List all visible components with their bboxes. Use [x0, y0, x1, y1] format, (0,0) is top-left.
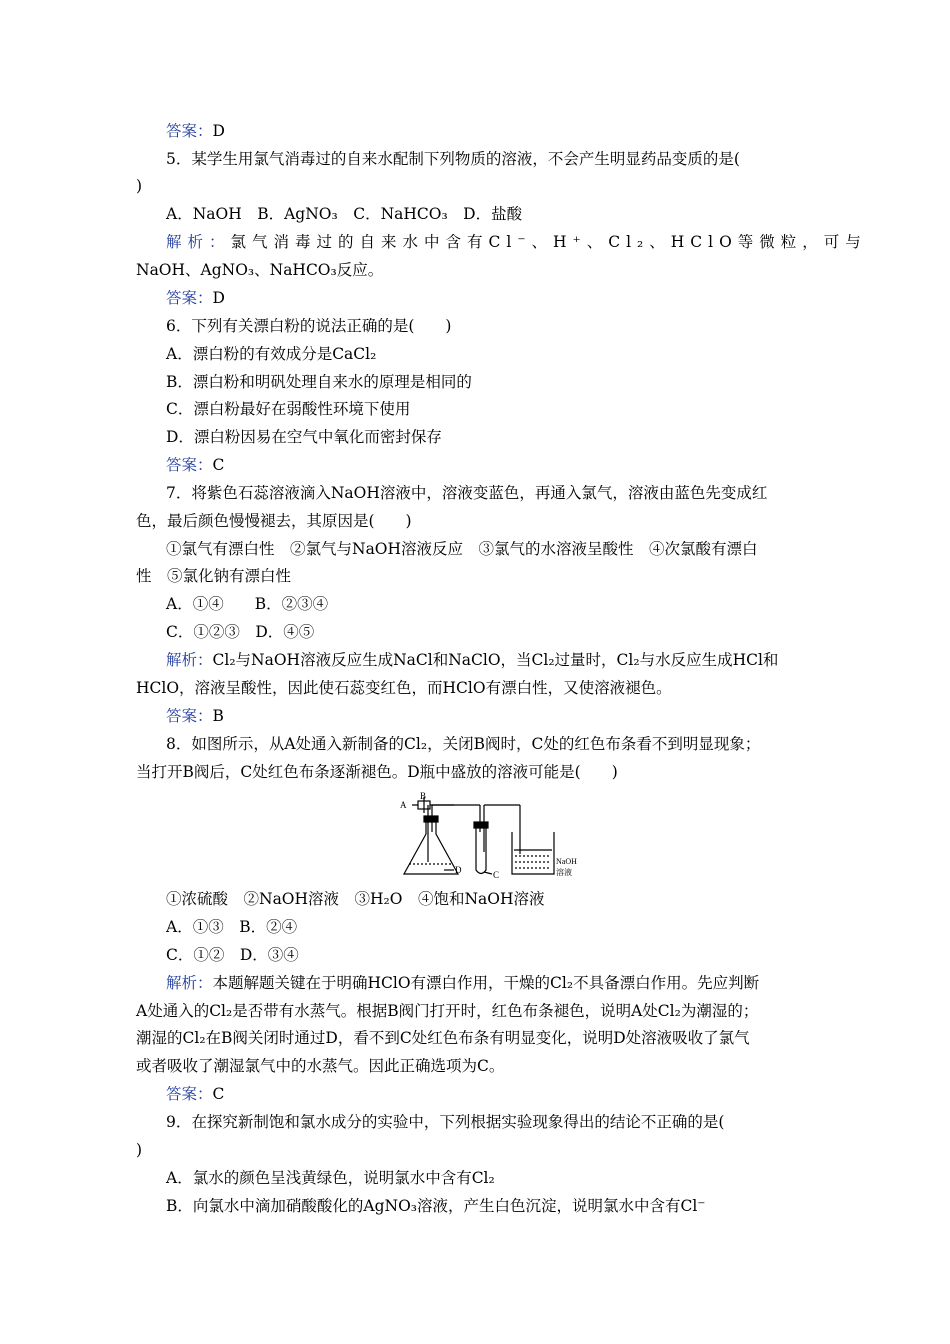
- question-6-stem: 6．下列有关漂白粉的说法正确的是( ): [166, 317, 452, 335]
- question-5-options: A．NaOH B．AgNO₃ C．NaHCO₃ D．盐酸: [166, 205, 523, 223]
- question-7-statements: ①氯气有漂白性 ②氯气与NaOH溶液反应 ③氯气的水溶液呈酸性 ④次氯酸有漂白: [166, 540, 758, 558]
- flask-d: [404, 820, 458, 874]
- question-9-option-a: A．氯水的颜色呈浅黄绿色，说明氯水中含有Cl₂: [166, 1169, 495, 1187]
- apparatus-diagram: [396, 792, 596, 882]
- question-8-options-cd: C．①② D．③④: [166, 946, 299, 964]
- label-naoh: NaOH: [556, 857, 577, 866]
- label-c: C: [493, 870, 500, 880]
- answer-line: 答案：D: [166, 289, 225, 307]
- label-d: D: [455, 865, 462, 875]
- question-7-statements-cont: 性 ⑤氯化钠有漂白性: [136, 567, 292, 585]
- question-9-stem-cont: ): [136, 1141, 143, 1159]
- answer-line: 答案：B: [166, 707, 224, 725]
- analysis-line-cont: 潮湿的Cl₂在B阀关闭时通过D，看不到C处红色布条有明显变化，说明D处溶液吸收了氯气: [136, 1029, 750, 1047]
- analysis-line-cont: NaOH、AgNO₃、NaHCO₃反应。: [136, 261, 384, 279]
- analysis-line-cont: 或者吸收了潮湿氯气中的水蒸气。因此正确选项为C。: [136, 1057, 505, 1075]
- question-9-stem: 9．在探究新制饱和氯水成分的实验中，下列根据实验现象得出的结论不正确的是(: [166, 1113, 725, 1131]
- question-5-stem-cont: ): [136, 177, 143, 195]
- analysis-line-cont: A处通入的Cl₂是否带有水蒸气。根据B阀门打开时，红色布条褪色，说明A处Cl₂为潮湿的；: [136, 1002, 759, 1020]
- question-8-statements: ①浓硫酸 ②NaOH溶液 ③H₂O ④饱和NaOH溶液: [166, 890, 545, 908]
- answer-line: 答案：D: [166, 122, 225, 140]
- question-7-options-ab: A．①④ B．②③④: [166, 595, 329, 613]
- question-7-stem: 7．将紫色石蕊溶液滴入NaOH溶液中，溶液变蓝色，再通入氯气，溶液由蓝色先变成红: [166, 484, 768, 502]
- question-7-stem-cont: 色，最后颜色慢慢褪去，其原因是( ): [136, 512, 412, 530]
- label-a: A: [400, 800, 407, 810]
- analysis-line-cont: HClO，溶液呈酸性，因此使石蕊变红色，而HClO有漂白性，又使溶液褪色。: [136, 679, 672, 697]
- question-6-option-a: A．漂白粉的有效成分是CaCl₂: [166, 345, 377, 363]
- question-8-stem-cont: 当打开B阀后，C处红色布条逐渐褪色。D瓶中盛放的溶液可能是( ): [136, 763, 618, 781]
- question-6-option-d: D．漂白粉因易在空气中氧化而密封保存: [166, 428, 442, 446]
- question-7-options-cd: C．①②③ D．④⑤: [166, 623, 315, 641]
- analysis-line: 解析：Cl₂与NaOH溶液反应生成NaCl和NaClO，当Cl₂过量时，Cl₂与水反应生成HCl和: [166, 651, 779, 669]
- label-solution: 溶液: [556, 868, 572, 877]
- question-5-stem: 5．某学生用氯气消毒过的自来水配制下列物质的溶液，不会产生明显药品变质的是(: [166, 150, 740, 168]
- answer-line: 答案：C: [166, 456, 225, 474]
- analysis-line: 解析：本题解题关键在于明确HClO有漂白作用，干燥的Cl₂不具备漂白作用。先应判断: [166, 974, 760, 992]
- label-b: B: [420, 792, 427, 801]
- question-6-option-b: B．漂白粉和明矾处理自来水的原理是相同的: [166, 373, 472, 391]
- analysis-line: 解析：氯气消毒过的自来水中含有Cl⁻、H⁺、Cl₂、HClO等微粒，可与: [166, 233, 867, 251]
- question-9-option-b: B．向氯水中滴加硝酸酸化的AgNO₃溶液，产生白色沉淀，说明氯水中含有Cl⁻: [166, 1197, 706, 1215]
- question-8-stem: 8．如图所示，从A处通入新制备的Cl₂，关闭B阀时，C处的红色布条看不到明显现象；: [166, 735, 761, 753]
- question-6-option-c: C．漂白粉最好在弱酸性环境下使用: [166, 400, 411, 418]
- question-8-options-ab: A．①③ B．②④: [166, 918, 298, 936]
- answer-line: 答案：C: [166, 1085, 225, 1103]
